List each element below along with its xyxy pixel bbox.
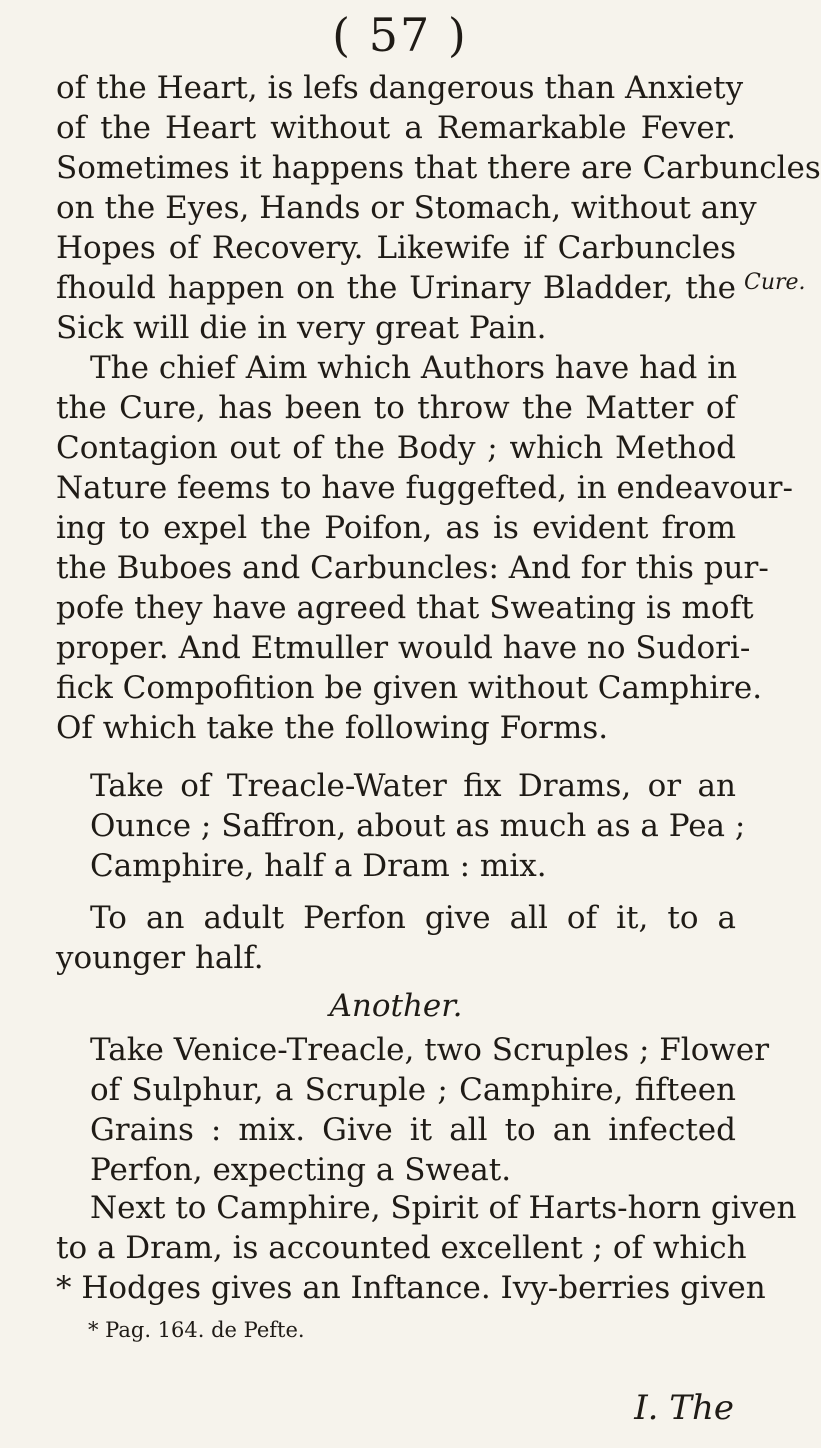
text-line: of Sulphur, a Scruple ; Camphire, fifteen [90, 1072, 736, 1108]
text-line: Nature feems to have fuggefted, in endeavour- [56, 470, 793, 506]
text-line: fhould happen on the Urinary Bladder, the [56, 270, 736, 306]
text-line: Contagion out of the Body ; which Method [56, 430, 736, 466]
text-line: fick Compofition be given without Camphire. [56, 670, 763, 706]
text-line: the Buboes and Carbuncles: And for this pur- [56, 550, 769, 586]
text-line: Next to Camphire, Spirit of Harts-horn given [90, 1190, 797, 1226]
text-line: Take Venice-Treacle, two Scruples ; Flower [90, 1032, 770, 1068]
text-line: of the Heart without a Remarkable Fever. [56, 110, 736, 146]
page-number: ( 57 ) [332, 8, 468, 62]
section-heading: Another. [329, 988, 463, 1024]
text-line: the Cure, has been to throw the Matter of [56, 390, 736, 426]
text-line: Ounce ; Saffron, about as much as a Pea ; [90, 808, 746, 844]
text-line: Sick will die in very great Pain. [56, 310, 547, 346]
text-line: proper. And Etmuller would have no Sudori- [56, 630, 751, 666]
text-line: on the Eyes, Hands or Stomach, without any [56, 190, 757, 226]
catchword: I. The [634, 1388, 734, 1428]
another-heading-block [56, 986, 736, 1026]
text-line: Camphire, half a Dram : mix. [90, 848, 547, 884]
recipe-2 [56, 1030, 770, 1190]
recipe-1 [56, 766, 746, 886]
text-line: pofe they have agreed that Sweating is moft [56, 590, 754, 626]
text-line: To an adult Perfon give all of it, to a [90, 900, 736, 936]
text-line: of the Heart, is lefs dangerous than Anxiety [56, 70, 744, 106]
text-line: Take of Treacle-Water fix Drams, or an [90, 768, 736, 804]
text-line: Of which take the following Forms. [56, 710, 609, 746]
text-line: Grains : mix. Give it all to an infected [90, 1112, 736, 1148]
text-line: younger half. [56, 940, 264, 976]
paragraph-3 [56, 1188, 797, 1308]
dose-instruction [56, 898, 736, 978]
text-line: to a Dram, is accounted excellent ; of which [56, 1230, 747, 1266]
main-text [56, 68, 821, 748]
margin-note: Cure. [744, 270, 806, 295]
text-line: ing to expel the Poifon, as is evident from [56, 510, 736, 546]
text-line: Hopes of Recovery. Likewife if Carbuncles [56, 230, 736, 266]
text-line: * Hodges gives an Inftance. Ivy-berries given [56, 1270, 766, 1306]
text-line: Perfon, expecting a Sweat. [90, 1152, 512, 1188]
footnote: * Pag. 164. de Pefte. [88, 1318, 305, 1342]
paragraph-2 [56, 348, 793, 748]
text-line: The chief Aim which Authors have had in [90, 350, 738, 386]
text-line: Sometimes it happens that there are Carbuncles [56, 150, 821, 186]
